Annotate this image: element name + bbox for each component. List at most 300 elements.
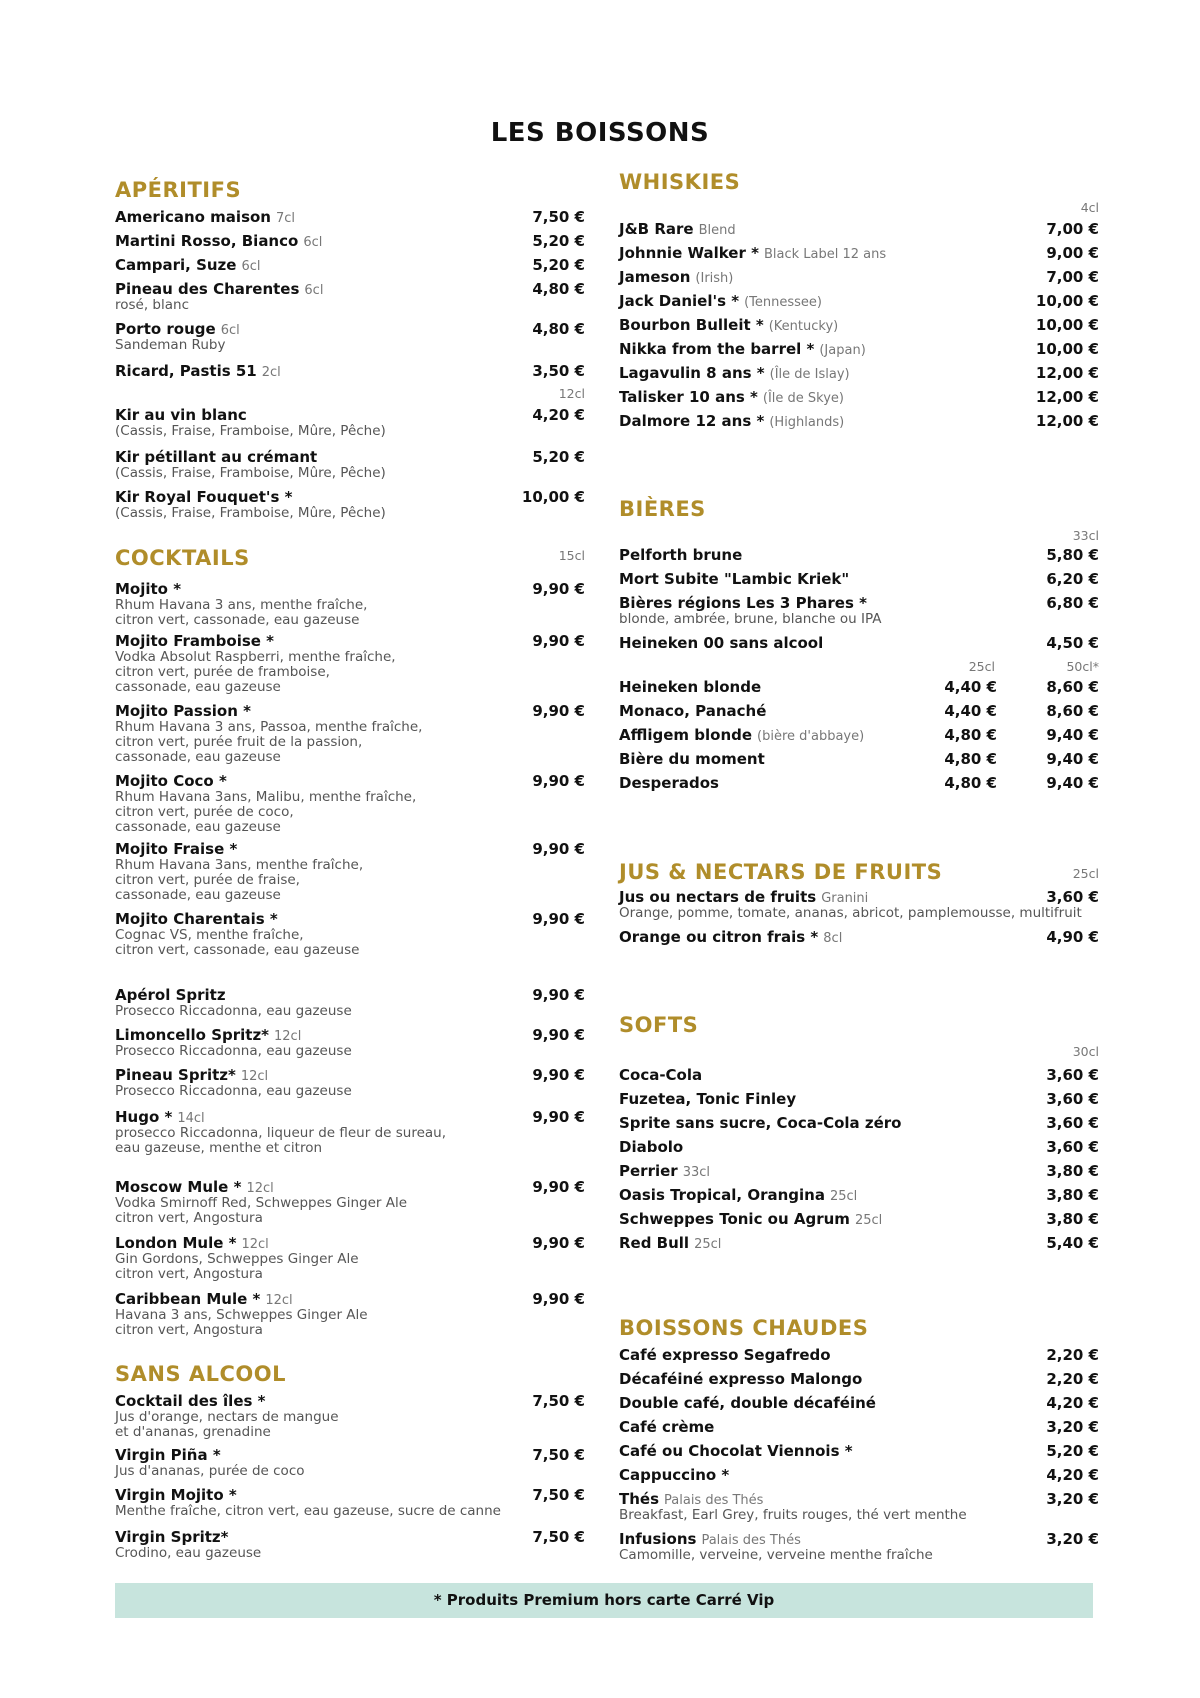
item-description: et d'ananas, grenadine bbox=[115, 1424, 271, 1440]
item-name-text: Bière du moment bbox=[619, 750, 765, 768]
item-name bbox=[115, 1026, 585, 1044]
item-note: 8cl bbox=[823, 931, 843, 946]
item-price: 10,00 € bbox=[1035, 292, 1099, 310]
item-name bbox=[619, 678, 1099, 696]
volume-label: 30cl bbox=[1072, 1044, 1099, 1059]
volume-label: 25cl bbox=[968, 659, 995, 674]
menu-item bbox=[115, 632, 585, 695]
item-name bbox=[619, 1442, 1099, 1460]
menu-item bbox=[115, 1066, 585, 1099]
item-name-text: Café ou Chocolat Viennois * bbox=[619, 1442, 853, 1460]
item-name bbox=[115, 1234, 585, 1252]
item-name-text: Mojito Passion * bbox=[115, 702, 251, 720]
menu-item bbox=[619, 726, 1099, 744]
item-name bbox=[619, 364, 1099, 382]
item-description: citron vert, cassonade, eau gazeuse bbox=[115, 612, 360, 628]
item-note: (Île de Islay) bbox=[769, 367, 850, 382]
menu-item bbox=[115, 406, 585, 439]
item-name-text: Johnnie Walker * bbox=[619, 244, 759, 262]
item-price: 9,90 € bbox=[532, 840, 585, 858]
item-name bbox=[619, 726, 1099, 744]
item-price: 4,80 € bbox=[532, 320, 585, 338]
item-price: 9,00 € bbox=[1046, 244, 1099, 262]
item-name bbox=[619, 412, 1099, 430]
menu-item bbox=[619, 1186, 1099, 1204]
menu-item bbox=[115, 580, 585, 628]
item-price: 4,20 € bbox=[1046, 1394, 1099, 1412]
item-description: citron vert, purée fruit de la passion, bbox=[115, 734, 363, 750]
item-description: Rhum Havana 3 ans, menthe fraîche, bbox=[115, 597, 368, 613]
section-heading: SOFTS bbox=[619, 1013, 699, 1037]
item-name bbox=[619, 1530, 1099, 1548]
menu-item bbox=[115, 1108, 585, 1156]
item-note: 12cl bbox=[274, 1029, 302, 1044]
item-name-text: Café expresso Segafredo bbox=[619, 1346, 831, 1364]
item-name-text: Mojito Charentais * bbox=[115, 910, 278, 928]
item-price: 3,20 € bbox=[1046, 1418, 1099, 1436]
menu-item bbox=[619, 292, 1099, 310]
item-description: citron vert, purée de fraise, bbox=[115, 872, 300, 888]
menu-item bbox=[115, 1486, 585, 1519]
item-name bbox=[115, 1528, 585, 1546]
menu-item bbox=[619, 364, 1099, 382]
menu-item bbox=[619, 774, 1099, 792]
item-price: 7,50 € bbox=[532, 1486, 585, 1504]
menu-item bbox=[619, 546, 1099, 564]
item-price: 9,90 € bbox=[532, 1290, 585, 1308]
item-note: (Kentucky) bbox=[768, 319, 839, 334]
item-name-text: Mort Subite "Lambic Kriek" bbox=[619, 570, 850, 588]
item-name bbox=[115, 320, 585, 338]
item-name-text: Caribbean Mule * bbox=[115, 1290, 261, 1308]
item-description: Sandeman Ruby bbox=[115, 337, 226, 353]
menu-item bbox=[619, 1210, 1099, 1228]
menu-item bbox=[619, 412, 1099, 430]
item-price: 9,90 € bbox=[532, 1108, 585, 1126]
item-price-25cl: 4,80 € bbox=[944, 750, 997, 768]
item-price: 5,40 € bbox=[1046, 1234, 1099, 1252]
item-name-text: Mojito Fraise * bbox=[115, 840, 238, 858]
menu-item bbox=[115, 840, 585, 903]
item-price: 3,60 € bbox=[1046, 1114, 1099, 1132]
item-name bbox=[115, 1486, 585, 1504]
menu-item bbox=[619, 268, 1099, 286]
item-price: 3,60 € bbox=[1046, 888, 1099, 906]
item-name-text: Pelforth brune bbox=[619, 546, 743, 564]
item-name bbox=[619, 702, 1099, 720]
menu-item bbox=[619, 1346, 1099, 1364]
item-note: (Tennessee) bbox=[744, 295, 822, 310]
item-price: 7,00 € bbox=[1046, 268, 1099, 286]
premium-footnote: * Produits Premium hors carte Carré Vip bbox=[115, 1583, 1093, 1618]
item-note: (Irish) bbox=[695, 271, 734, 286]
page-title: LES BOISSONS bbox=[490, 118, 710, 148]
item-price-25cl: 4,80 € bbox=[944, 726, 997, 744]
item-name-text: Cocktail des îles * bbox=[115, 1392, 266, 1410]
item-description: eau gazeuse, menthe et citron bbox=[115, 1140, 323, 1156]
item-name bbox=[115, 1392, 585, 1410]
item-name bbox=[619, 1162, 1099, 1180]
item-price: 3,20 € bbox=[1046, 1530, 1099, 1548]
item-price-50cl: 9,40 € bbox=[1046, 726, 1099, 744]
item-name-text: Orange ou citron frais * bbox=[619, 928, 819, 946]
item-description: Prosecco Riccadonna, eau gazeuse bbox=[115, 1083, 352, 1099]
item-price: 5,80 € bbox=[1046, 546, 1099, 564]
item-name-text: Pineau Spritz* bbox=[115, 1066, 236, 1084]
item-description: cassonade, eau gazeuse bbox=[115, 749, 281, 765]
menu-item bbox=[115, 702, 585, 765]
item-price: 9,90 € bbox=[532, 910, 585, 928]
item-price: 3,80 € bbox=[1046, 1186, 1099, 1204]
item-description: Vodka Absolut Raspberri, menthe fraîche, bbox=[115, 649, 396, 665]
item-name-text: Porto rouge bbox=[115, 320, 216, 338]
item-price: 7,00 € bbox=[1046, 220, 1099, 238]
item-name-text: Coca-Cola bbox=[619, 1066, 703, 1084]
menu-item bbox=[619, 888, 1099, 921]
menu-item bbox=[619, 220, 1099, 238]
item-description: (Cassis, Fraise, Framboise, Mûre, Pêche) bbox=[115, 505, 386, 521]
item-price: 4,20 € bbox=[532, 406, 585, 424]
item-name-text: Hugo * bbox=[115, 1108, 173, 1126]
menu-item bbox=[115, 1026, 585, 1059]
item-name-text: Bourbon Bulleit * bbox=[619, 316, 764, 334]
item-price: 7,50 € bbox=[532, 1528, 585, 1546]
item-price: 3,50 € bbox=[532, 362, 585, 380]
item-name bbox=[115, 986, 585, 1004]
item-description: blonde, ambrée, brune, blanche ou IPA bbox=[619, 611, 882, 627]
item-name bbox=[619, 1394, 1099, 1412]
item-description: citron vert, Angostura bbox=[115, 1266, 263, 1282]
item-name bbox=[115, 580, 585, 598]
section-heading: APÉRITIFS bbox=[115, 178, 242, 202]
item-name-text: Diabolo bbox=[619, 1138, 684, 1156]
item-note: 2cl bbox=[261, 365, 281, 380]
menu-item bbox=[115, 1234, 585, 1282]
menu-item bbox=[115, 208, 585, 226]
item-name bbox=[115, 910, 585, 928]
item-name bbox=[619, 1234, 1099, 1252]
menu-item bbox=[619, 634, 1099, 652]
item-name bbox=[619, 774, 1099, 792]
menu-item bbox=[619, 1138, 1099, 1156]
item-name-text: Kir au vin blanc bbox=[115, 406, 247, 424]
item-name-text: Apérol Spritz bbox=[115, 986, 226, 1004]
item-price: 2,20 € bbox=[1046, 1346, 1099, 1364]
section-heading: WHISKIES bbox=[619, 170, 741, 194]
menu-item bbox=[619, 340, 1099, 358]
item-price: 4,80 € bbox=[532, 280, 585, 298]
item-price: 10,00 € bbox=[1035, 340, 1099, 358]
item-name-text: Ricard, Pastis 51 bbox=[115, 362, 257, 380]
item-name-text: J&B Rare bbox=[619, 220, 694, 238]
item-name-text: Campari, Suze bbox=[115, 256, 237, 274]
menu-item bbox=[115, 1290, 585, 1338]
item-description: Cognac VS, menthe fraîche, bbox=[115, 927, 304, 943]
item-note: (bière d'abbaye) bbox=[757, 729, 865, 744]
item-price-25cl: 4,80 € bbox=[944, 774, 997, 792]
item-name bbox=[115, 256, 585, 274]
item-name bbox=[115, 232, 585, 250]
menu-item bbox=[619, 594, 1099, 627]
menu-item bbox=[619, 1090, 1099, 1108]
menu-item bbox=[619, 1234, 1099, 1252]
item-name bbox=[115, 632, 585, 650]
item-description: Camomille, verveine, verveine menthe fraîche bbox=[619, 1547, 933, 1563]
item-name bbox=[115, 1108, 585, 1126]
menu-item bbox=[619, 1162, 1099, 1180]
item-name-text: Affligem blonde bbox=[619, 726, 753, 744]
menu-item bbox=[619, 702, 1099, 720]
menu-item bbox=[619, 1418, 1099, 1436]
item-description: Jus d'ananas, purée de coco bbox=[115, 1463, 305, 1479]
item-name-text: Kir Royal Fouquet's * bbox=[115, 488, 293, 506]
item-description: (Cassis, Fraise, Framboise, Mûre, Pêche) bbox=[115, 423, 386, 439]
item-description: citron vert, cassonade, eau gazeuse bbox=[115, 942, 360, 958]
item-price: 6,80 € bbox=[1046, 594, 1099, 612]
item-name-text: Fuzetea, Tonic Finley bbox=[619, 1090, 797, 1108]
volume-label: 25cl bbox=[1072, 866, 1099, 881]
menu-item bbox=[115, 1446, 585, 1479]
item-name-text: Heineken blonde bbox=[619, 678, 762, 696]
item-name bbox=[619, 268, 1099, 286]
menu-item bbox=[619, 1490, 1099, 1523]
item-price-50cl: 9,40 € bbox=[1046, 774, 1099, 792]
menu-item bbox=[115, 232, 585, 250]
item-note: Palais des Thés bbox=[664, 1493, 764, 1508]
menu-item bbox=[619, 1442, 1099, 1460]
item-note: 6cl bbox=[241, 259, 261, 274]
menu-item bbox=[619, 1114, 1099, 1132]
item-name bbox=[115, 448, 585, 466]
item-description: Havana 3 ans, Schweppes Ginger Ale bbox=[115, 1307, 368, 1323]
item-description: Rhum Havana 3ans, Malibu, menthe fraîche, bbox=[115, 789, 417, 805]
item-name bbox=[115, 1446, 585, 1464]
item-name-text: Americano maison bbox=[115, 208, 271, 226]
menu-item bbox=[115, 986, 585, 1019]
item-name bbox=[619, 594, 1099, 612]
item-name-text: Jus ou nectars de fruits bbox=[619, 888, 817, 906]
item-price: 12,00 € bbox=[1035, 364, 1099, 382]
item-price: 10,00 € bbox=[521, 488, 585, 506]
item-description: cassonade, eau gazeuse bbox=[115, 887, 281, 903]
item-price: 3,20 € bbox=[1046, 1490, 1099, 1508]
menu-item bbox=[115, 910, 585, 958]
item-description: Gin Gordons, Schweppes Ginger Ale bbox=[115, 1251, 359, 1267]
item-price: 9,90 € bbox=[532, 1026, 585, 1044]
item-description: Breakfast, Earl Grey, fruits rouges, thé vert menthe bbox=[619, 1507, 967, 1523]
item-name-text: Infusions bbox=[619, 1530, 697, 1548]
menu-item bbox=[619, 1394, 1099, 1412]
item-price-50cl: 8,60 € bbox=[1046, 702, 1099, 720]
item-note: Black Label 12 ans bbox=[763, 247, 887, 262]
item-price-50cl: 8,60 € bbox=[1046, 678, 1099, 696]
item-price: 2,20 € bbox=[1046, 1370, 1099, 1388]
item-description: Jus d'orange, nectars de mangue bbox=[115, 1409, 339, 1425]
item-price: 9,90 € bbox=[532, 580, 585, 598]
item-name bbox=[619, 1210, 1099, 1228]
item-price: 9,90 € bbox=[532, 1234, 585, 1252]
item-price: 7,50 € bbox=[532, 1446, 585, 1464]
item-name-text: Monaco, Panaché bbox=[619, 702, 767, 720]
menu-item bbox=[115, 1178, 585, 1226]
item-note: Granini bbox=[821, 891, 869, 906]
item-name bbox=[619, 1138, 1099, 1156]
menu-item bbox=[115, 256, 585, 274]
item-description: Rhum Havana 3 ans, Passoa, menthe fraîche, bbox=[115, 719, 423, 735]
item-note: 6cl bbox=[303, 235, 323, 250]
item-name bbox=[619, 888, 1099, 906]
item-name-text: Red Bull bbox=[619, 1234, 690, 1252]
item-note: Palais des Thés bbox=[701, 1533, 801, 1548]
item-description: Rhum Havana 3ans, menthe fraîche, bbox=[115, 857, 364, 873]
item-name bbox=[115, 406, 585, 424]
item-description: Prosecco Riccadonna, eau gazeuse bbox=[115, 1043, 352, 1059]
item-price: 9,90 € bbox=[532, 702, 585, 720]
item-description: rosé, blanc bbox=[115, 297, 190, 313]
volume-label: 33cl bbox=[1072, 528, 1099, 543]
item-price: 10,00 € bbox=[1035, 316, 1099, 334]
item-name bbox=[115, 1290, 585, 1308]
item-name bbox=[619, 316, 1099, 334]
item-name bbox=[619, 292, 1099, 310]
section-heading: BIÈRES bbox=[619, 497, 706, 521]
item-name bbox=[115, 280, 585, 298]
item-price: 7,50 € bbox=[532, 208, 585, 226]
item-name bbox=[619, 244, 1099, 262]
item-name bbox=[619, 1346, 1099, 1364]
item-name bbox=[115, 840, 585, 858]
item-description: citron vert, Angostura bbox=[115, 1322, 263, 1338]
item-price: 12,00 € bbox=[1035, 412, 1099, 430]
item-name-text: Perrier bbox=[619, 1162, 678, 1180]
item-price-50cl: 9,40 € bbox=[1046, 750, 1099, 768]
item-price: 3,60 € bbox=[1046, 1090, 1099, 1108]
item-name bbox=[115, 208, 585, 226]
item-price: 6,20 € bbox=[1046, 570, 1099, 588]
item-note: 6cl bbox=[304, 283, 324, 298]
item-name-text: Limoncello Spritz* bbox=[115, 1026, 270, 1044]
item-name-text: Décaféiné expresso Malongo bbox=[619, 1370, 863, 1388]
item-name-text: Mojito Coco * bbox=[115, 772, 227, 790]
menu-item bbox=[619, 750, 1099, 768]
item-name-text: London Mule * bbox=[115, 1234, 237, 1252]
item-name bbox=[619, 388, 1099, 406]
item-price: 9,90 € bbox=[532, 986, 585, 1004]
item-note: 25cl bbox=[694, 1237, 722, 1252]
item-price: 4,50 € bbox=[1046, 634, 1099, 652]
menu-item bbox=[619, 244, 1099, 262]
item-description: Prosecco Riccadonna, eau gazeuse bbox=[115, 1003, 352, 1019]
item-price: 3,80 € bbox=[1046, 1162, 1099, 1180]
item-name bbox=[619, 1186, 1099, 1204]
item-name bbox=[619, 750, 1099, 768]
item-name-text: Nikka from the barrel * bbox=[619, 340, 815, 358]
item-note: 25cl bbox=[829, 1189, 858, 1204]
section-heading: JUS & NECTARS DE FRUITS bbox=[619, 860, 943, 884]
item-price: 12,00 € bbox=[1035, 388, 1099, 406]
item-description: citron vert, purée de framboise, bbox=[115, 664, 330, 680]
item-price: 3,60 € bbox=[1046, 1138, 1099, 1156]
item-description: cassonade, eau gazeuse bbox=[115, 679, 281, 695]
item-note: (Île de Skye) bbox=[762, 391, 845, 406]
item-name bbox=[619, 1490, 1099, 1508]
item-description: Orange, pomme, tomate, ananas, abricot, pamplemousse, multifruit bbox=[619, 905, 1082, 921]
item-name bbox=[115, 702, 585, 720]
item-name-text: Sprite sans sucre, Coca-Cola zéro bbox=[619, 1114, 902, 1132]
item-name bbox=[619, 634, 1099, 652]
item-name-text: Mojito Framboise * bbox=[115, 632, 275, 650]
menu-item bbox=[619, 388, 1099, 406]
item-name-text: Talisker 10 ans * bbox=[619, 388, 758, 406]
item-name bbox=[115, 772, 585, 790]
menu-item bbox=[619, 570, 1099, 588]
item-price: 3,60 € bbox=[1046, 1066, 1099, 1084]
item-name-text: Cappuccino * bbox=[619, 1466, 730, 1484]
item-price-25cl: 4,40 € bbox=[944, 678, 997, 696]
item-name bbox=[115, 488, 585, 506]
item-name-text: Desperados bbox=[619, 774, 719, 792]
item-price: 4,90 € bbox=[1046, 928, 1099, 946]
item-name bbox=[619, 546, 1099, 564]
volume-label: 50cl* bbox=[1066, 659, 1099, 674]
menu-item bbox=[619, 1370, 1099, 1388]
item-name-text: Heineken 00 sans alcool bbox=[619, 634, 824, 652]
item-name bbox=[619, 928, 1099, 946]
item-name bbox=[619, 1370, 1099, 1388]
menu-item bbox=[619, 316, 1099, 334]
section-heading: COCKTAILS bbox=[115, 546, 250, 570]
item-price-25cl: 4,40 € bbox=[944, 702, 997, 720]
item-name-text: Café crème bbox=[619, 1418, 715, 1436]
item-name-text: Pineau des Charentes bbox=[115, 280, 300, 298]
item-price: 5,20 € bbox=[532, 448, 585, 466]
item-name-text: Dalmore 12 ans * bbox=[619, 412, 765, 430]
item-name bbox=[115, 1066, 585, 1084]
item-name bbox=[619, 220, 1099, 238]
item-name bbox=[619, 1090, 1099, 1108]
item-name-text: Martini Rosso, Bianco bbox=[115, 232, 299, 250]
item-note: 25cl bbox=[854, 1213, 883, 1228]
menu-item bbox=[619, 678, 1099, 696]
item-price: 5,20 € bbox=[532, 232, 585, 250]
item-price: 7,50 € bbox=[532, 1392, 585, 1410]
item-note: (Highlands) bbox=[769, 415, 845, 430]
item-description: Menthe fraîche, citron vert, eau gazeuse, sucre de canne bbox=[115, 1503, 501, 1519]
menu-item bbox=[115, 362, 585, 380]
item-name-text: Thés bbox=[619, 1490, 660, 1508]
item-name-text: Lagavulin 8 ans * bbox=[619, 364, 765, 382]
item-note: 12cl bbox=[265, 1293, 293, 1308]
item-name-text: Bières régions Les 3 Phares * bbox=[619, 594, 867, 612]
item-description: (Cassis, Fraise, Framboise, Mûre, Pêche) bbox=[115, 465, 386, 481]
item-note: 6cl bbox=[220, 323, 240, 338]
item-name bbox=[619, 1066, 1099, 1084]
item-name bbox=[115, 1178, 585, 1196]
item-description: Crodino, eau gazeuse bbox=[115, 1545, 262, 1561]
menu-item bbox=[115, 1392, 585, 1440]
item-name bbox=[619, 1114, 1099, 1132]
item-note: (Japan) bbox=[819, 343, 866, 358]
item-name bbox=[619, 570, 1099, 588]
item-name-text: Jack Daniel's * bbox=[619, 292, 740, 310]
menu-item bbox=[115, 320, 585, 353]
item-price: 5,20 € bbox=[532, 256, 585, 274]
item-name-text: Double café, double décaféiné bbox=[619, 1394, 876, 1412]
item-name-text: Kir pétillant au crémant bbox=[115, 448, 318, 466]
item-description: cassonade, eau gazeuse bbox=[115, 819, 281, 835]
item-note: 14cl bbox=[177, 1111, 205, 1126]
section-heading: BOISSONS CHAUDES bbox=[619, 1316, 869, 1340]
